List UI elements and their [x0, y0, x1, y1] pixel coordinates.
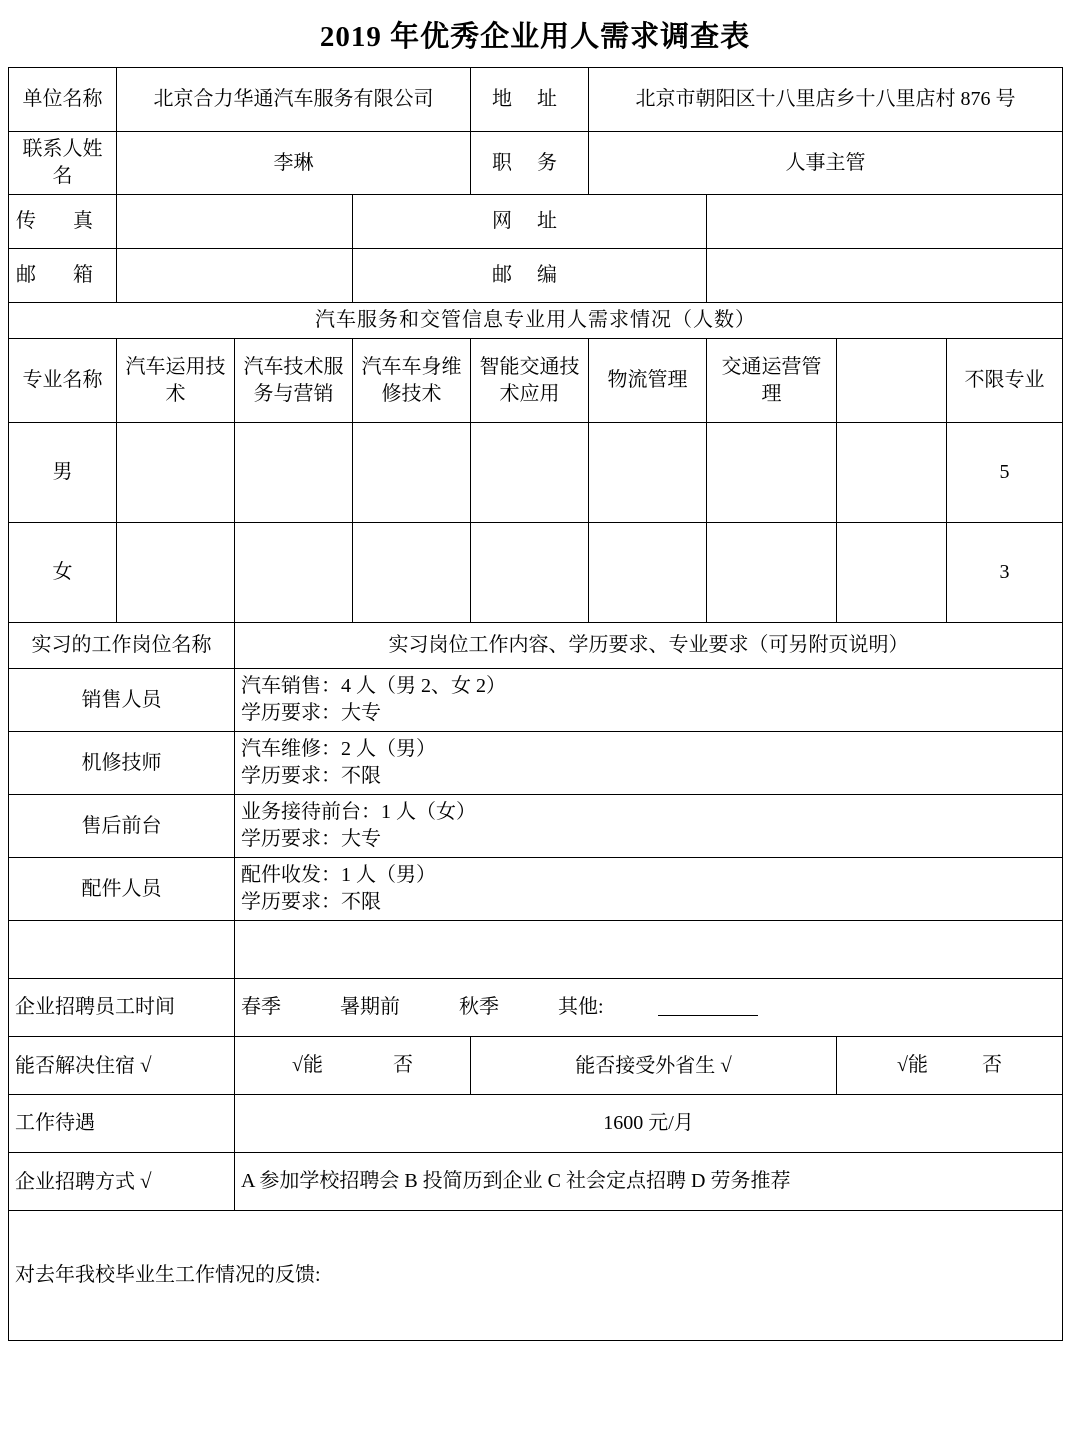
- label-position: 职 务: [471, 132, 589, 195]
- housing-no[interactable]: 否: [393, 1054, 413, 1076]
- label-postcode: 邮 编: [353, 249, 707, 303]
- table-row-contact: [9, 132, 1063, 195]
- check-icon-outprovince: √: [720, 1053, 732, 1077]
- position-name-reception[interactable]: 售后前台: [9, 795, 235, 858]
- value-recruit-time[interactable]: [235, 979, 1063, 1037]
- label-recruit-method: [9, 1153, 235, 1211]
- position-detail-sales-line1: 汽车销售：4 人（男 2、女 2）: [241, 675, 506, 697]
- label-contact-name: 联系人姓名: [9, 132, 117, 195]
- col-header-major-name: 专业名称: [9, 339, 117, 423]
- cell-male-auto-body-repair[interactable]: [353, 423, 471, 523]
- cell-male-intelligent-transport[interactable]: [471, 423, 589, 523]
- cell-female-intelligent-transport[interactable]: [471, 523, 589, 623]
- value-website[interactable]: [707, 195, 1063, 249]
- label-company-name: 单位名称: [9, 68, 117, 132]
- label-fax: 传 真: [9, 195, 117, 249]
- value-salary[interactable]: 1600 元/月: [235, 1095, 1063, 1153]
- table-row-position-mechanic: [9, 732, 1063, 795]
- row-label-female: 女: [9, 523, 117, 623]
- table-row-position-parts: [9, 858, 1063, 921]
- position-detail-mechanic[interactable]: [235, 732, 1063, 795]
- value-recruit-method[interactable]: A 参加学校招聘会 B 投简历到企业 C 社会定点招聘 D 劳务推荐: [235, 1153, 1063, 1211]
- housing-yes[interactable]: √能: [292, 1054, 323, 1076]
- col-header-auto-body-repair: 汽车车身维修技术: [353, 339, 471, 423]
- position-detail-parts-line1: 配件收发：1 人（男）: [241, 864, 436, 886]
- cell-male-auto-service-marketing[interactable]: [235, 423, 353, 523]
- outprovince-yes[interactable]: √能: [897, 1054, 929, 1076]
- position-detail-mechanic-line2: 学历要求：不限: [241, 765, 381, 787]
- cell-male-logistics[interactable]: [589, 423, 707, 523]
- position-detail-reception-line1: 业务接待前台：1 人（女）: [241, 801, 476, 823]
- label-housing-text: 能否解决住宿: [15, 1055, 135, 1077]
- housing-answer[interactable]: [235, 1037, 471, 1095]
- table-row-feedback: [9, 1211, 1063, 1341]
- header-internship-position-detail: 实习岗位工作内容、学历要求、专业要求（可另附页说明）: [235, 623, 1063, 669]
- table-row-housing: [9, 1037, 1063, 1095]
- feedback-area[interactable]: [9, 1211, 1063, 1341]
- table-row-position-empty: [9, 921, 1063, 979]
- position-name-sales[interactable]: 销售人员: [9, 669, 235, 732]
- col-header-auto-application: 汽车运用技术: [117, 339, 235, 423]
- cell-male-no-limit[interactable]: 5: [947, 423, 1063, 523]
- position-name-mechanic[interactable]: 机修技师: [9, 732, 235, 795]
- col-header-auto-service-marketing: 汽车技术服务与营销: [235, 339, 353, 423]
- position-detail-parts[interactable]: [235, 858, 1063, 921]
- cell-male-auto-application[interactable]: [117, 423, 235, 523]
- position-detail-mechanic-line1: 汽车维修：2 人（男）: [241, 738, 436, 760]
- value-email[interactable]: [117, 249, 353, 303]
- outprovince-answer[interactable]: [837, 1037, 1063, 1095]
- table-row-recruit-time: [9, 979, 1063, 1037]
- option-before-summer[interactable]: 暑期前: [340, 996, 400, 1018]
- col-header-no-limit: 不限专业: [947, 339, 1063, 423]
- table-row-fax: [9, 195, 1063, 249]
- value-position[interactable]: 人事主管: [589, 132, 1063, 195]
- label-feedback: 对去年我校毕业生工作情况的反馈:: [15, 1264, 321, 1286]
- table-row-male: [9, 423, 1063, 523]
- table-row-position-sales: [9, 669, 1063, 732]
- label-housing: [9, 1037, 235, 1095]
- table-row-female: [9, 523, 1063, 623]
- cell-female-auto-application[interactable]: [117, 523, 235, 623]
- label-outprovince-text: 能否接受外省生: [575, 1055, 716, 1077]
- page-title: 2019 年优秀企业用人需求调查表: [319, 21, 751, 53]
- cell-female-empty[interactable]: [837, 523, 947, 623]
- option-spring[interactable]: 春季: [241, 996, 281, 1018]
- label-salary: 工作待遇: [9, 1095, 235, 1153]
- table-row-position-reception: [9, 795, 1063, 858]
- table-row-section-title: [9, 303, 1063, 339]
- other-blank-field[interactable]: [658, 1015, 758, 1016]
- option-autumn[interactable]: 秋季: [459, 996, 499, 1018]
- label-email: 邮 箱: [9, 249, 117, 303]
- position-name-parts[interactable]: 配件人员: [9, 858, 235, 921]
- table-row-email: [9, 249, 1063, 303]
- position-detail-reception[interactable]: [235, 795, 1063, 858]
- value-contact-name[interactable]: 李琳: [117, 132, 471, 195]
- col-header-empty: [837, 339, 947, 423]
- value-address[interactable]: 北京市朝阳区十八里店乡十八里店村 876 号: [589, 68, 1063, 132]
- col-header-intelligent-transport: 智能交通技术应用: [471, 339, 589, 423]
- position-name-empty[interactable]: [9, 921, 235, 979]
- label-address: 地 址: [471, 68, 589, 132]
- cell-female-transport-operation[interactable]: [707, 523, 837, 623]
- label-recruit-method-text: 企业招聘方式: [15, 1171, 135, 1193]
- table-row-recruit-method: [9, 1153, 1063, 1211]
- value-fax[interactable]: [117, 195, 353, 249]
- cell-male-transport-operation[interactable]: [707, 423, 837, 523]
- outprovince-no[interactable]: 否: [982, 1054, 1003, 1076]
- check-icon-recruit-method: √: [140, 1169, 152, 1193]
- cell-female-no-limit[interactable]: 3: [947, 523, 1063, 623]
- table-row-major-header: [9, 339, 1063, 423]
- value-company-name[interactable]: 北京合力华通汽车服务有限公司: [117, 68, 471, 132]
- cell-female-logistics[interactable]: [589, 523, 707, 623]
- cell-male-empty[interactable]: [837, 423, 947, 523]
- value-postcode[interactable]: [707, 249, 1063, 303]
- survey-form-table: [8, 67, 1063, 1341]
- cell-female-auto-body-repair[interactable]: [353, 523, 471, 623]
- cell-female-auto-service-marketing[interactable]: [235, 523, 353, 623]
- position-detail-parts-line2: 学历要求：不限: [241, 891, 381, 913]
- table-row-salary: [9, 1095, 1063, 1153]
- label-outprovince: [471, 1037, 837, 1095]
- row-label-male: 男: [9, 423, 117, 523]
- label-other: 其他:: [558, 996, 604, 1018]
- table-row-positions-header: [9, 623, 1063, 669]
- label-recruit-time: 企业招聘员工时间: [9, 979, 235, 1037]
- position-detail-sales[interactable]: [235, 669, 1063, 732]
- label-website: 网 址: [353, 195, 707, 249]
- check-icon-housing: √: [140, 1053, 152, 1077]
- table-row-company: [9, 68, 1063, 132]
- col-header-logistics: 物流管理: [589, 339, 707, 423]
- header-internship-position-name: 实习的工作岗位名称: [9, 623, 235, 669]
- col-header-transport-operation: 交通运营管理: [707, 339, 837, 423]
- position-detail-empty[interactable]: [235, 921, 1063, 979]
- section-title-demand: 汽车服务和交管信息专业用人需求情况（人数）: [9, 303, 1063, 339]
- position-detail-sales-line2: 学历要求：大专: [241, 702, 381, 724]
- position-detail-reception-line2: 学历要求：大专: [241, 828, 381, 850]
